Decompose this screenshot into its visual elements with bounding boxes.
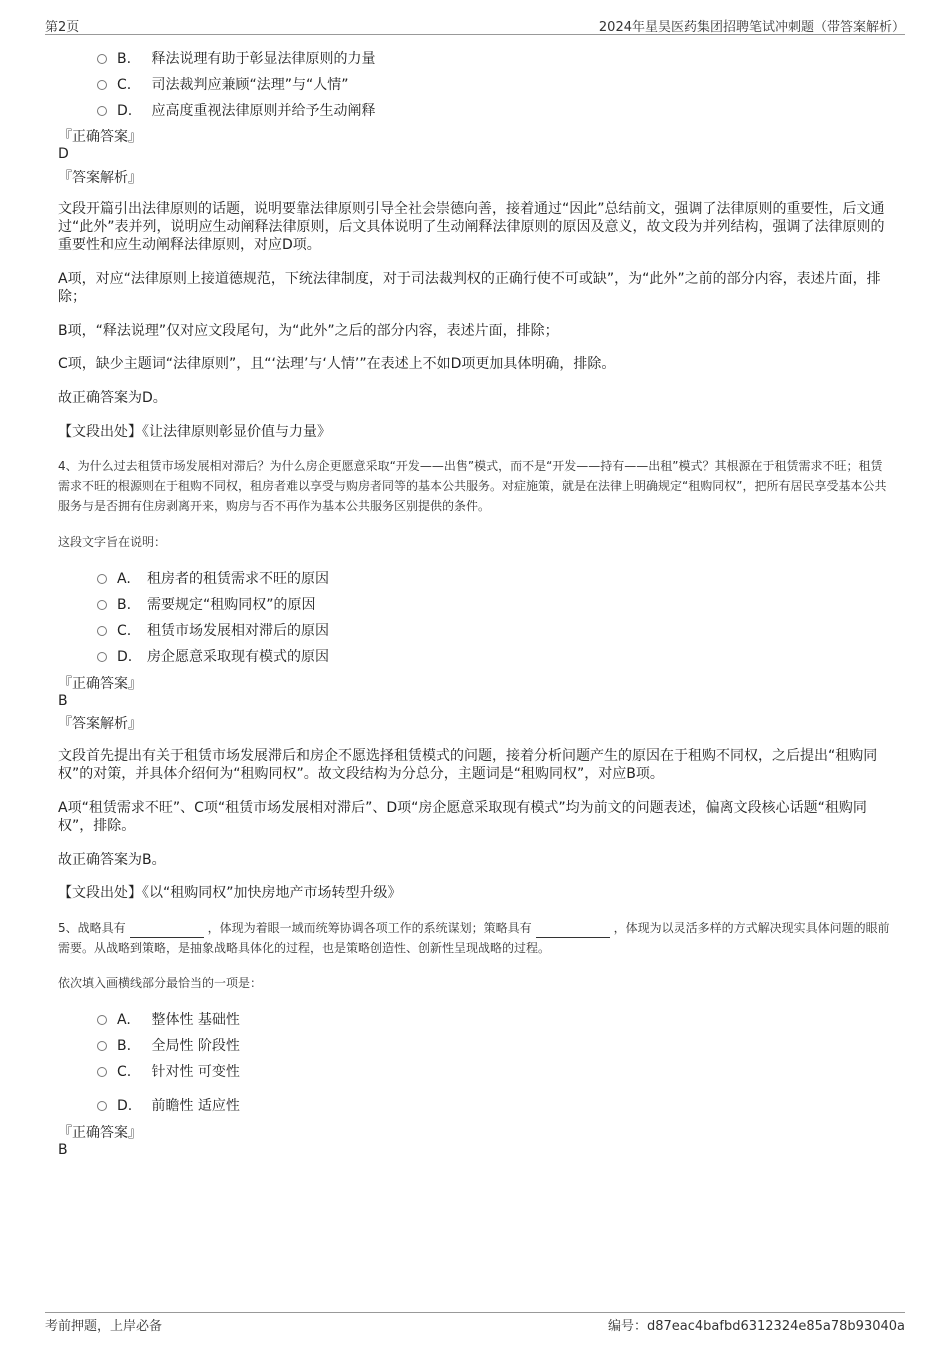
radio-icon[interactable] xyxy=(97,574,107,584)
q3-option-b[interactable]: B. 释法说理有助于彰显法律原则的力量 xyxy=(97,48,375,68)
radio-icon[interactable] xyxy=(97,80,107,90)
radio-icon[interactable] xyxy=(97,1041,107,1051)
q4-analysis-para-1: 文段首先提出有关于租赁市场发展滞后和房企不愿选择租赁模式的问题，接着分析问题产生的原因在于租购不同权，之后提出“租购同权”的对策，并具体介绍何为“租购同权”。故文段结构为分总分，主题词是“租购同权”，对应B项。 xyxy=(58,748,878,782)
q5-answer-label: 『正确答案』 xyxy=(58,1125,142,1141)
q4-analysis-label: 『答案解析』 xyxy=(58,716,142,732)
q4-analysis-para-3: 故正确答案为B。 xyxy=(58,852,166,868)
radio-icon[interactable] xyxy=(97,626,107,636)
radio-icon[interactable] xyxy=(97,54,107,64)
q4-question: 4、为什么过去租赁市场发展相对滞后？为什么房企更愿意采取“开发——出售”模式，而不是“开发——持有——出租”模式？其根源在于租赁需求不旺；租赁需求不旺的根源则在于租购不同权，租房者难以享受与购房者同等的基本公共服务。对症施策，就是在法律上明确规定“租购同权”，把所有居民享受基本公共服务与是否拥有住房剥离开来，购房与否不再作为基本公共服务区别提供的条件。 xyxy=(58,459,887,513)
document-code: 编号：d87eac4bafbd6312324e85a78b93040a xyxy=(608,1319,905,1334)
q3-answer: D xyxy=(58,146,69,162)
q3-analysis-para-2: A项，对应“法律原则上接道德规范，下统法律制度，对于司法裁判权的正确行使不可或缺”，为“此外”之前的部分内容，表述片面，排除； xyxy=(58,271,881,305)
q5-question: 5、战略具有 ，体现为着眼一域而统筹协调各项工作的系统谋划；策略具有 ，体现为以灵活多样的方式解决现实具体问题的眼前需要。从战略到策略，是抽象战略具体化的过程，也是策略创造性、创新性呈现战略的过程。 xyxy=(58,921,890,955)
q4-option-d[interactable]: D. 房企愿意采取现有模式的原因 xyxy=(97,646,329,666)
q3-option-d[interactable]: D. 应高度重视法律原则并给予生动阐释 xyxy=(97,100,375,120)
q4-source: 【文段出处】《以“租购同权”加快房地产市场转型升级》 xyxy=(58,885,402,901)
q4-answer-label: 『正确答案』 xyxy=(58,676,142,692)
radio-icon[interactable] xyxy=(97,106,107,116)
q5-option-d[interactable]: D. 前瞻性 适应性 xyxy=(97,1095,240,1115)
radio-icon[interactable] xyxy=(97,600,107,610)
q3-analysis-para-5: 故正确答案为D。 xyxy=(58,390,167,406)
q3-analysis-label: 『答案解析』 xyxy=(58,170,142,186)
blank-2[interactable] xyxy=(536,925,610,938)
q3-source: 【文段出处】《让法律原则彰显价值与力量》 xyxy=(58,424,331,440)
q4-answer: B xyxy=(58,693,68,709)
q5-prompt: 依次填入画横线部分最恰当的一项是： xyxy=(58,976,263,990)
page-number: 第2页 xyxy=(45,20,80,35)
q5-option-c[interactable]: C. 针对性 可变性 xyxy=(97,1061,240,1081)
q4-option-c[interactable]: C. 租赁市场发展相对滞后的原因 xyxy=(97,620,329,640)
q5-option-b[interactable]: B. 全局性 阶段性 xyxy=(97,1035,240,1055)
q5-option-a[interactable]: A. 整体性 基础性 xyxy=(97,1009,240,1029)
page-footer xyxy=(45,1312,905,1335)
q3-option-c[interactable]: C. 司法裁判应兼顾“法理”与“人情” xyxy=(97,74,348,94)
q4-analysis-para-2: A项“租赁需求不旺”、C项“租赁市场发展相对滞后”、D项“房企愿意采取现有模式”均为前文的问题表述，偏离文段核心话题“租购同权”，排除。 xyxy=(58,800,867,834)
q4-option-b[interactable]: B. 需要规定“租购同权”的原因 xyxy=(97,594,316,614)
footer-slogan: 考前押题，上岸必备 xyxy=(45,1319,163,1334)
document-title: 2024年星昊医药集团招聘笔试冲刺题（带答案解析） xyxy=(598,20,905,35)
q4-prompt: 这段文字旨在说明： xyxy=(58,535,167,549)
q3-analysis-para-4: C项，缺少主题词“法律原则”，且“‘法理’与‘人情’”在表述上不如D项更加具体明确，排除。 xyxy=(58,356,616,372)
radio-icon[interactable] xyxy=(97,1101,107,1111)
q4-option-a[interactable]: A. 租房者的租赁需求不旺的原因 xyxy=(97,568,329,588)
q3-answer-label: 『正确答案』 xyxy=(58,129,142,145)
radio-icon[interactable] xyxy=(97,1067,107,1077)
q5-answer: B xyxy=(58,1142,68,1158)
q3-analysis-para-1: 文段开篇引出法律原则的话题，说明要靠法律原则引导全社会崇德向善，接着通过“因此”总结前文，强调了法律原则的重要性，后文通过“此外”表并列，说明应生动阐释法律原则，后文具体说明了生动阐释法律原则的原因及意义，故文段为并列结构，强调了法律原则的重要性和应生动阐释法律原则，对应D项。 xyxy=(58,201,885,253)
blank-1[interactable] xyxy=(130,925,204,938)
page-header xyxy=(45,14,905,35)
q3-analysis-para-3: B项，“释法说理”仅对应文段尾句，为“此外”之后的部分内容，表述片面，排除； xyxy=(58,323,559,339)
radio-icon[interactable] xyxy=(97,1015,107,1025)
radio-icon[interactable] xyxy=(97,652,107,662)
